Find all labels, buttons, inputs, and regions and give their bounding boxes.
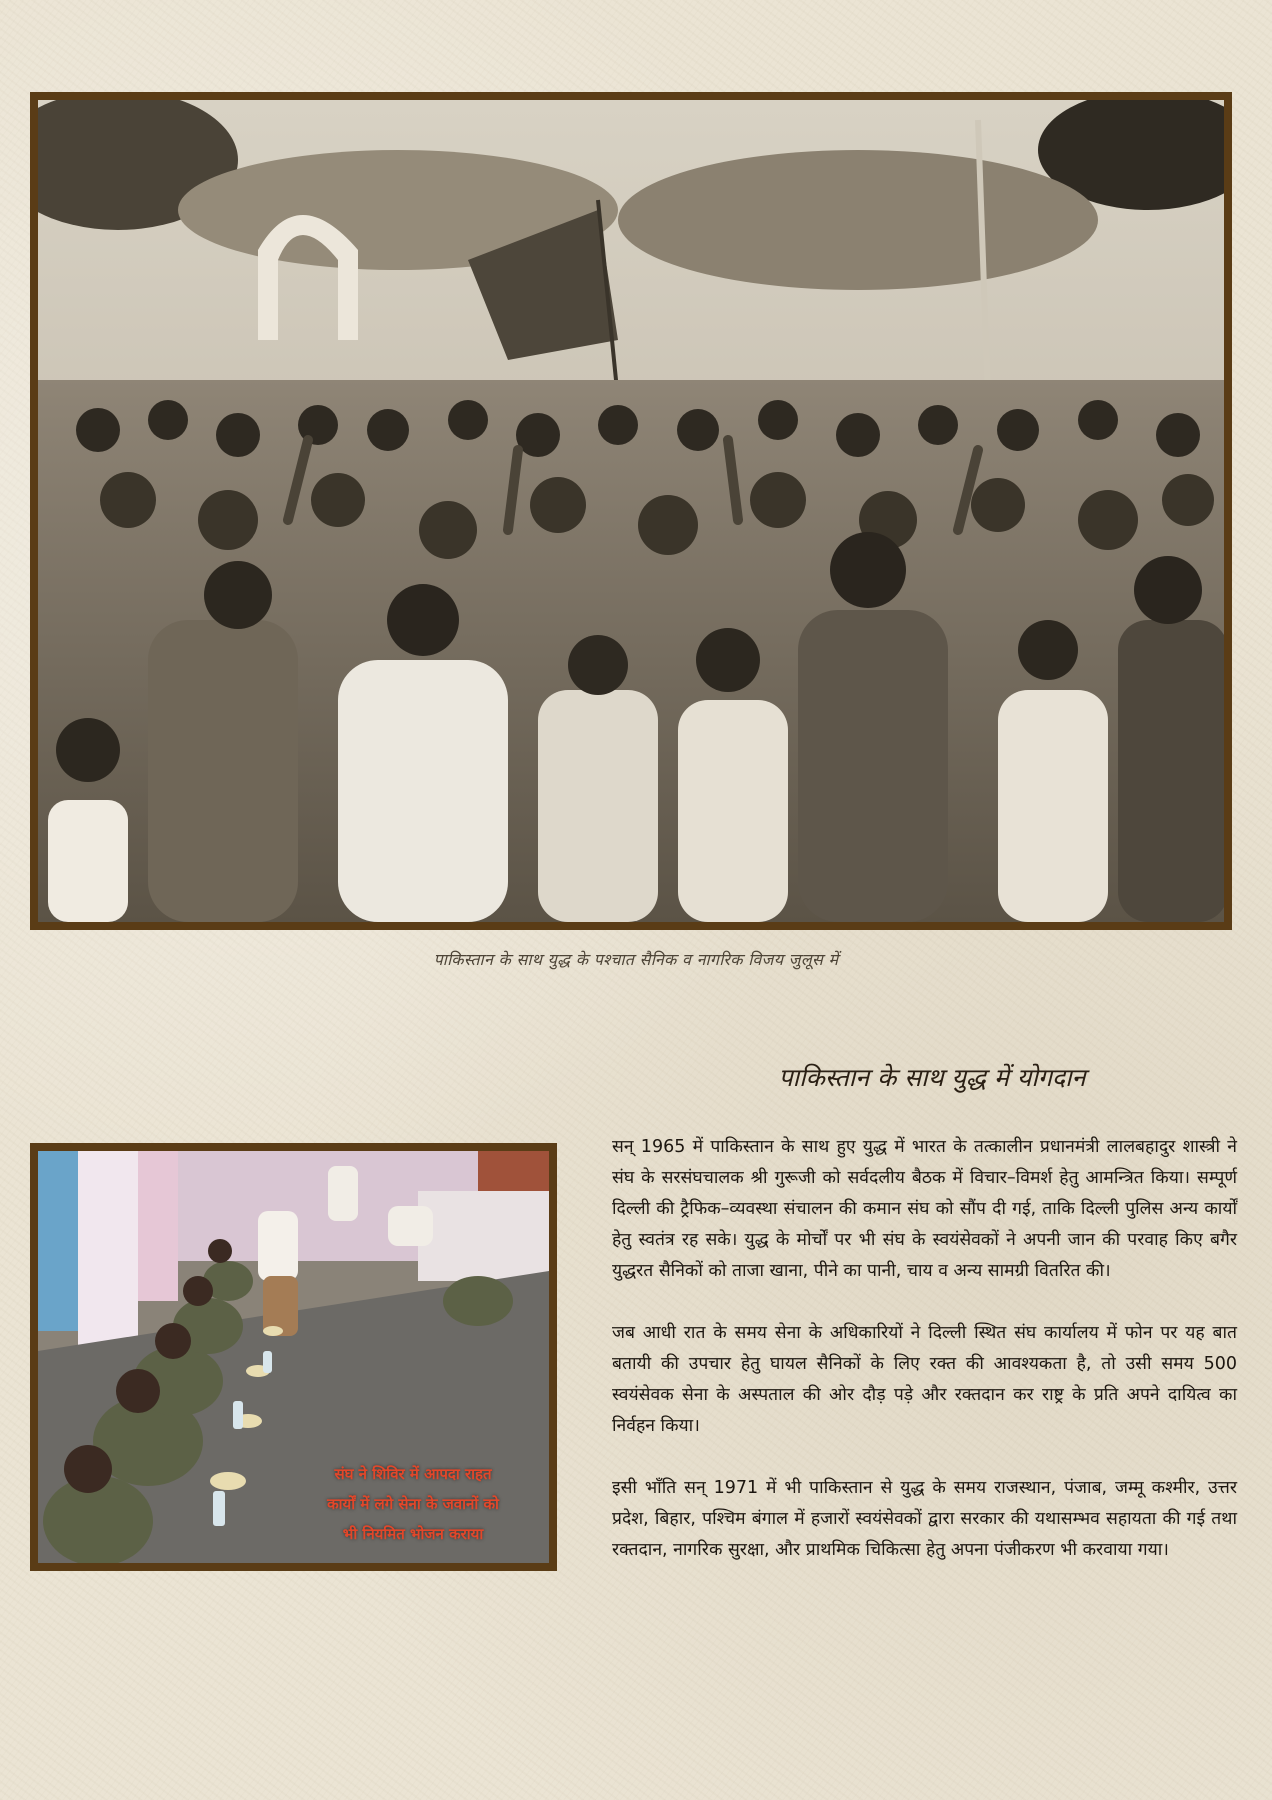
paragraph-blood-donation: जब आधी रात के समय सेना के अधिकारियों ने दिल्ली स्थित संघ कार्यालय में फोन पर यह बात बतायी की उपचार हेतु घायल सैनिकों के लिए रक्त की आवश्यकता है, तो उसी समय 500 स्वयंसेवक सेना के अस्पताल की ओर दौड़ पड़े और रक्तदान कर राष्ट्र के प्रति अपने दायित्व का निर्वहन किया। — [612, 1323, 1237, 1436]
victory-procession-image — [38, 100, 1224, 922]
victory-procession-photo — [30, 92, 1232, 930]
overlay-line-3: भी नियमित भोजन कराया — [342, 1525, 484, 1543]
paragraph-1971-war: इसी भाँति सन् 1971 में भी पाकिस्तान से युद्ध के समय राजस्थान, पंजाब, जम्मू कश्मीर, उत्तर प्रदेश, बिहार, पश्चिम बंगाल में हजारों स्वयंसेवकों द्वारा सरकार की यथासम्भव सहायता की गई तथा रक्तदान, नागरिक सुरक्षा, और प्राथमिक चिकित्सा हेतु अपना पंजीकरण भी करवाया गया। — [612, 1478, 1237, 1560]
relief-camp-photo — [30, 1143, 557, 1571]
relief-camp-overlay-text — [283, 1459, 543, 1549]
overlay-line-1: संघ ने शिविर में आपदा राहत — [334, 1465, 492, 1483]
paragraph-1965-war: सन् 1965 में पाकिस्तान के साथ हुए युद्ध में भारत के तत्कालीन प्रधानमंत्री लालबहादुर शास्त्री ने संघ के सरसंघचालक श्री गुरूजी को सर्वदलीय बैठक में विचार–विमर्श हेतु आमन्त्रित किया। सम्पूर्ण दिल्ली की ट्रैफिक–व्यवस्था संचालन की कमान संघ को सौंप दी गई, ताकि दिल्ली पुलिस अन्य कार्यों हेतु स्वतंत्र रह सके। युद्ध के मोर्चों पर भी संघ के स्वयंसेवकों ने अपनी जान की परवाह किए बगैर युद्धरत सैनिकों को ताजा खाना, पीने का पानी, चाय व अन्य सामग्री वितरित की। — [612, 1137, 1237, 1281]
section-title: पाकिस्तान के साथ युद्ध में योगदान — [778, 1063, 1086, 1092]
section-body — [612, 1132, 1237, 1597]
overlay-line-2: कार्यों में लगे सेना के जवानों को — [327, 1495, 499, 1513]
top-photo-caption: पाकिस्तान के साथ युद्ध के पश्चात सैनिक व नागरिक विजय जुलूस में — [433, 950, 839, 969]
